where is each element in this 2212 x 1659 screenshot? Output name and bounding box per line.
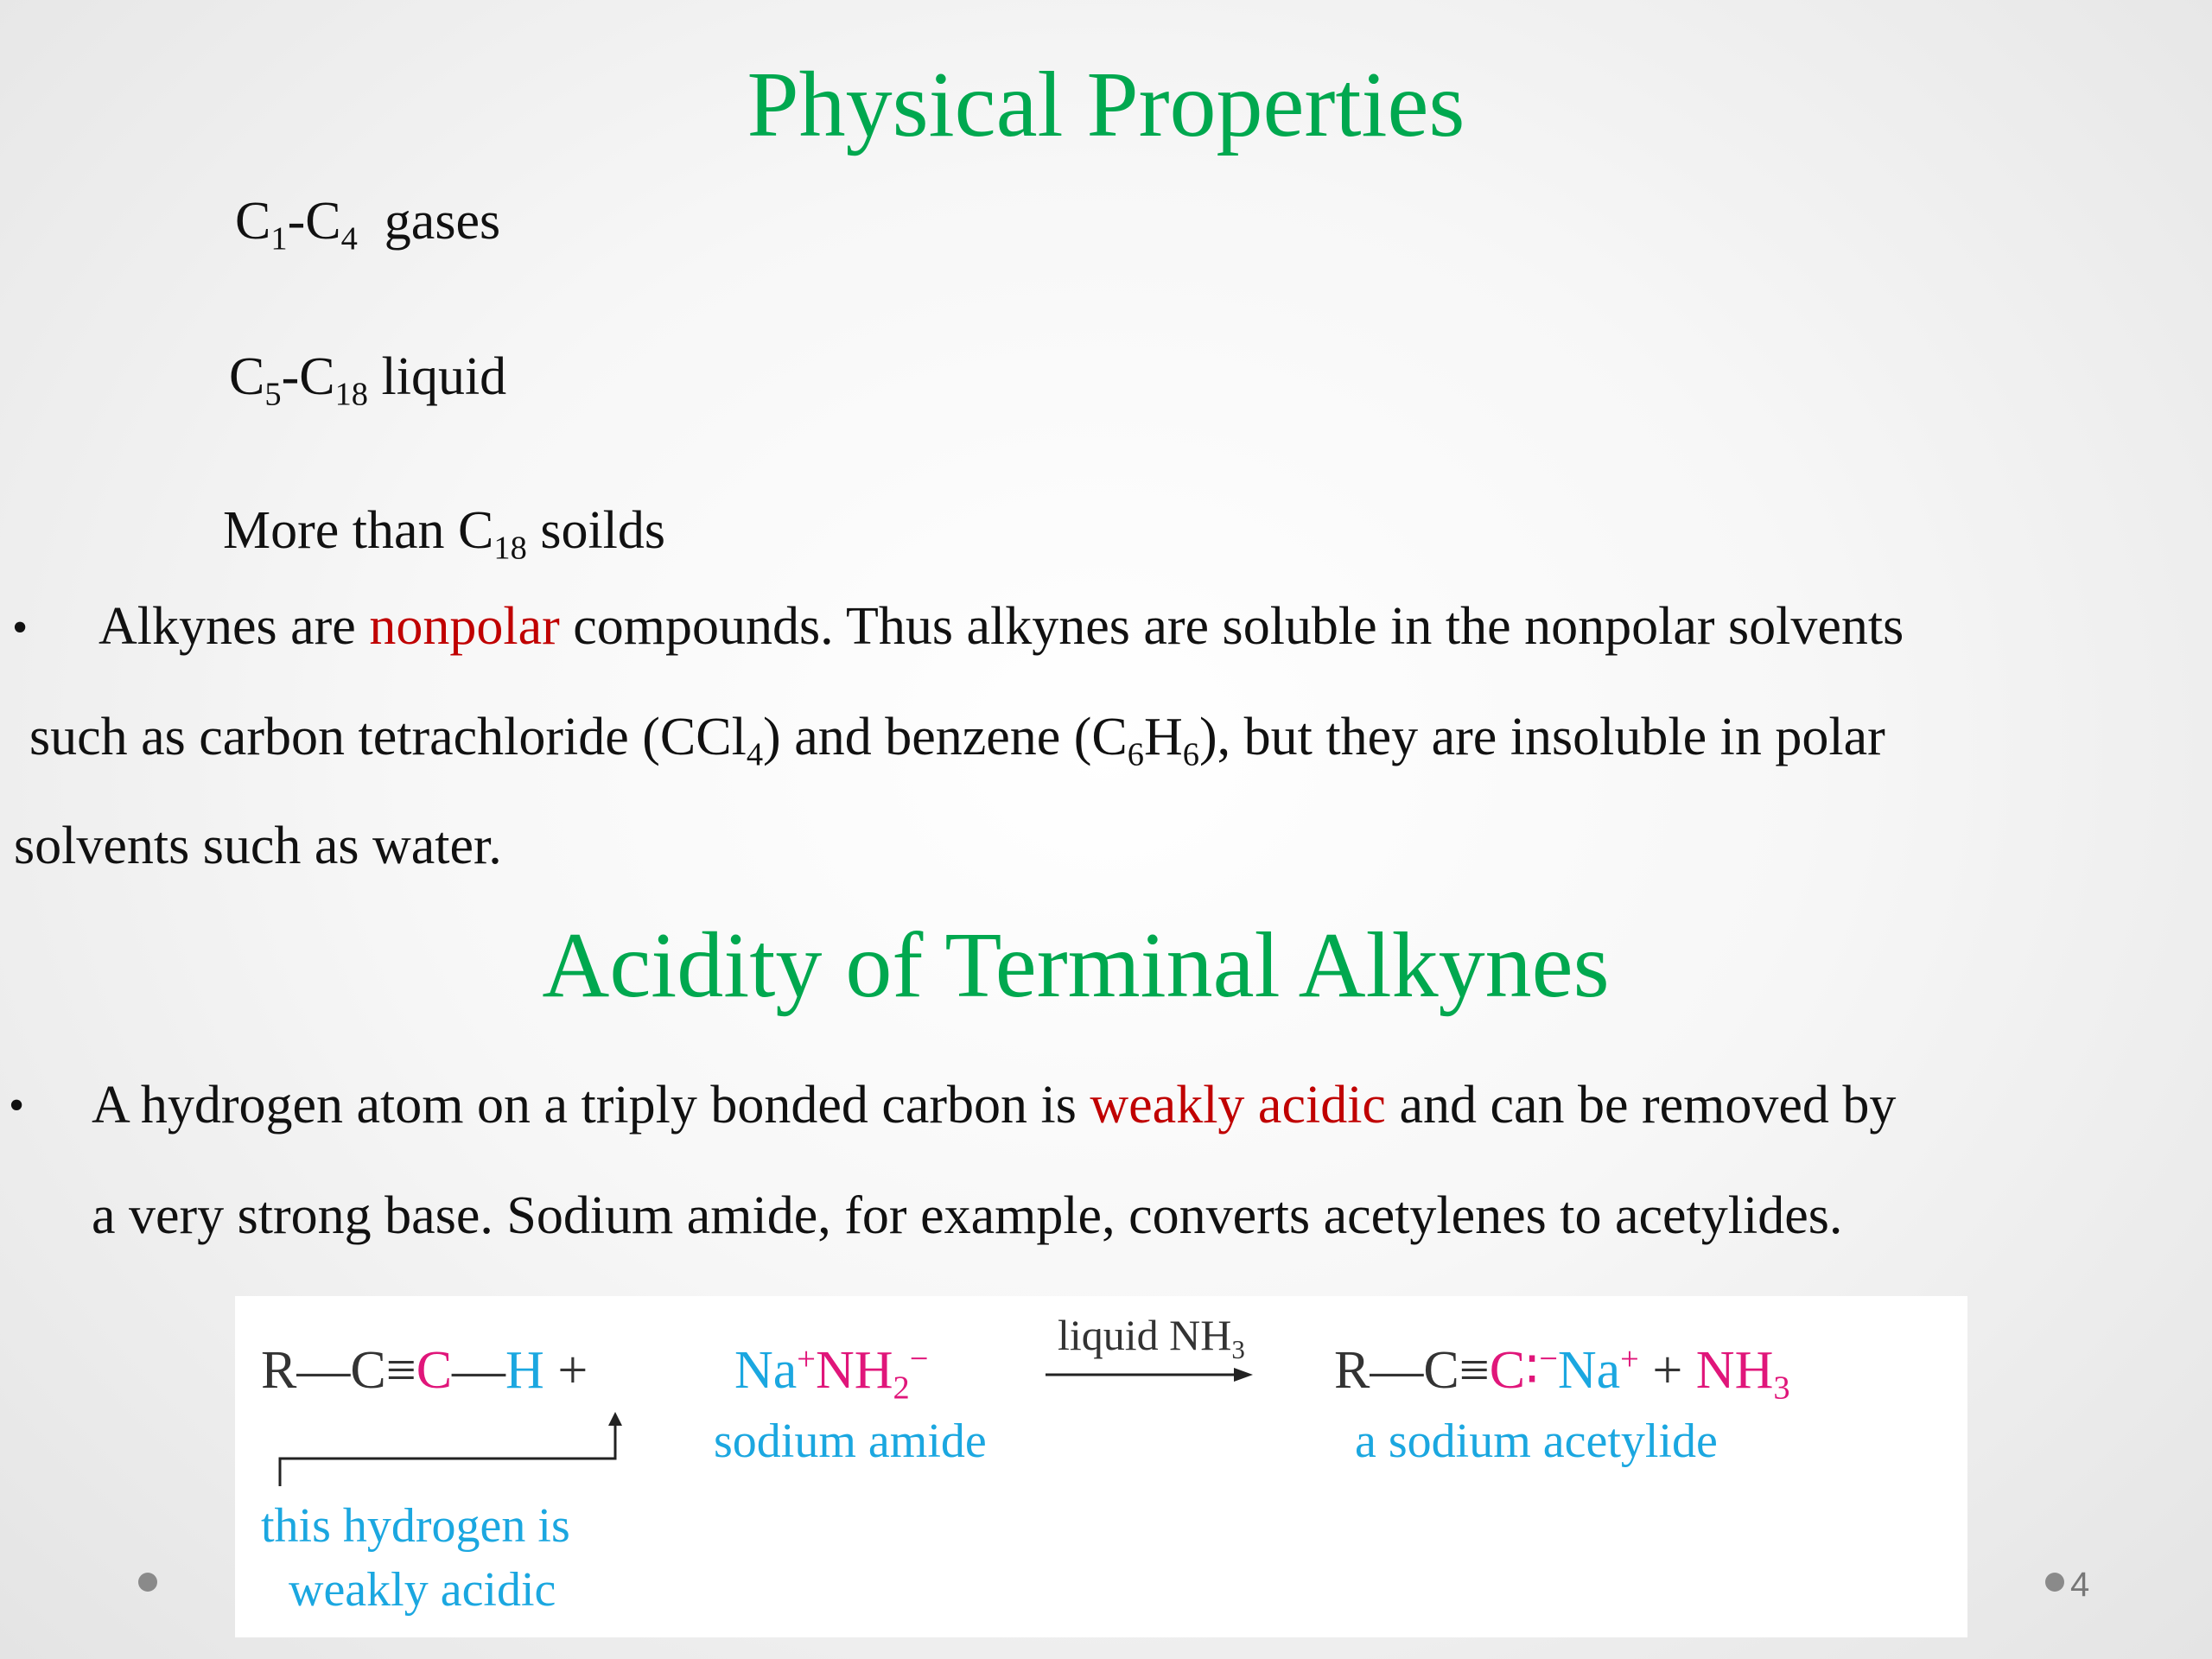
liquid-dash: -C xyxy=(281,347,335,406)
para1-sub-6a: 6 xyxy=(1127,736,1145,773)
reactant-triple-bond: ≡ xyxy=(385,1341,416,1400)
weakly-acidic-highlight: weakly acidic xyxy=(1090,1076,1386,1135)
reagent-na: Na xyxy=(734,1341,798,1400)
product-nh: NH xyxy=(1695,1341,1774,1400)
reagent-nh-charge: − xyxy=(909,1340,929,1377)
reaction-arrow xyxy=(1046,1365,1253,1384)
reaction-figure xyxy=(235,1296,1967,1637)
solids-text: soilds xyxy=(526,501,666,560)
nonpolar-highlight: nonpolar xyxy=(369,597,560,656)
reactant-terminal-c: C xyxy=(416,1341,453,1400)
condition-text: liquid NH xyxy=(1058,1311,1232,1359)
para2-l1a: A hydrogen atom on a triply bonded carbon is xyxy=(92,1076,1090,1135)
label-hydrogen-line2: weakly acidic xyxy=(289,1563,556,1617)
hydrogen-pointer-arrow xyxy=(276,1412,639,1490)
para1-line2 xyxy=(29,708,1885,773)
reagent-sodium-amide xyxy=(734,1340,929,1407)
line-solids xyxy=(223,501,666,567)
title-acidity: Acidity of Terminal Alkynes xyxy=(542,914,1610,1017)
gases-dash: -C xyxy=(287,192,341,251)
para1-l2c: H xyxy=(1144,708,1183,766)
liquid-c1: C xyxy=(229,347,265,406)
para2-line1 xyxy=(92,1076,1897,1135)
para1-sub-4: 4 xyxy=(746,736,764,773)
line-gases xyxy=(235,192,501,257)
product-na: Na xyxy=(1557,1341,1621,1400)
page-number: 4 xyxy=(2070,1566,2090,1604)
para1-line3: solvents such as water. xyxy=(14,817,502,875)
para1-line1 xyxy=(99,597,1904,656)
product-carbanion-c: C xyxy=(1489,1341,1526,1400)
reagent-nh-sub: 2 xyxy=(893,1370,910,1407)
reactant-single-bond: — xyxy=(452,1341,506,1400)
plus-1: + xyxy=(543,1341,601,1400)
para2-line2: a very strong base. Sodium amide, for example, converts acetylenes to acetylides. xyxy=(92,1186,1843,1245)
product-lone-pair: ∶ xyxy=(1525,1341,1540,1400)
product-nh-sub: 3 xyxy=(1773,1370,1790,1407)
product-negative-charge: − xyxy=(1539,1340,1558,1377)
liquid-sub2: 18 xyxy=(334,376,368,413)
product-acetylide xyxy=(1334,1340,1790,1407)
decorative-dot-left xyxy=(138,1573,157,1592)
bullet-2: • xyxy=(9,1081,25,1130)
solids-pre: More than C xyxy=(223,501,494,560)
product-triple-bond: ≡ xyxy=(1459,1341,1490,1400)
solids-sub: 18 xyxy=(493,530,527,567)
reagent-nh: NH xyxy=(815,1341,893,1400)
line-liquid xyxy=(229,347,507,413)
product-na-charge: + xyxy=(1620,1340,1639,1377)
plus-2: + xyxy=(1638,1341,1696,1400)
label-sodium-acetylide: a sodium acetylide xyxy=(1355,1414,1718,1468)
gases-text: gases xyxy=(357,192,501,251)
liquid-sub1: 5 xyxy=(264,376,282,413)
condition-liquid-nh3 xyxy=(1058,1311,1245,1364)
reagent-na-charge: + xyxy=(797,1340,816,1377)
title-physical-properties: Physical Properties xyxy=(747,54,1465,156)
para1-l1b: compounds. Thus alkynes are soluble in the nonpolar solvents xyxy=(559,597,1904,656)
para1-l1a: Alkynes are xyxy=(99,597,370,656)
reactant-rc: R—C xyxy=(261,1341,386,1400)
para2-l1b: and can be removed by xyxy=(1385,1076,1897,1135)
gases-c1: C xyxy=(235,192,271,251)
gases-sub1: 1 xyxy=(270,220,288,257)
reactant-alkyne xyxy=(261,1341,601,1400)
para1-l2b: ) and benzene (C xyxy=(763,708,1128,766)
para1-l2a: such as carbon tetrachloride (CCl xyxy=(29,708,747,766)
reactant-acidic-h: H xyxy=(505,1341,544,1400)
bullet-1: • xyxy=(12,603,29,652)
liquid-text: liquid xyxy=(368,347,507,406)
condition-sub: 3 xyxy=(1231,1333,1245,1364)
product-rc: R—C xyxy=(1334,1341,1459,1400)
decorative-dot-right xyxy=(2045,1573,2064,1592)
gases-sub2: 4 xyxy=(340,220,358,257)
label-sodium-amide: sodium amide xyxy=(714,1414,987,1468)
label-hydrogen-line1: this hydrogen is xyxy=(261,1499,570,1553)
para1-sub-6b: 6 xyxy=(1182,736,1200,773)
para1-l2d: ), but they are insoluble in polar xyxy=(1199,708,1885,766)
